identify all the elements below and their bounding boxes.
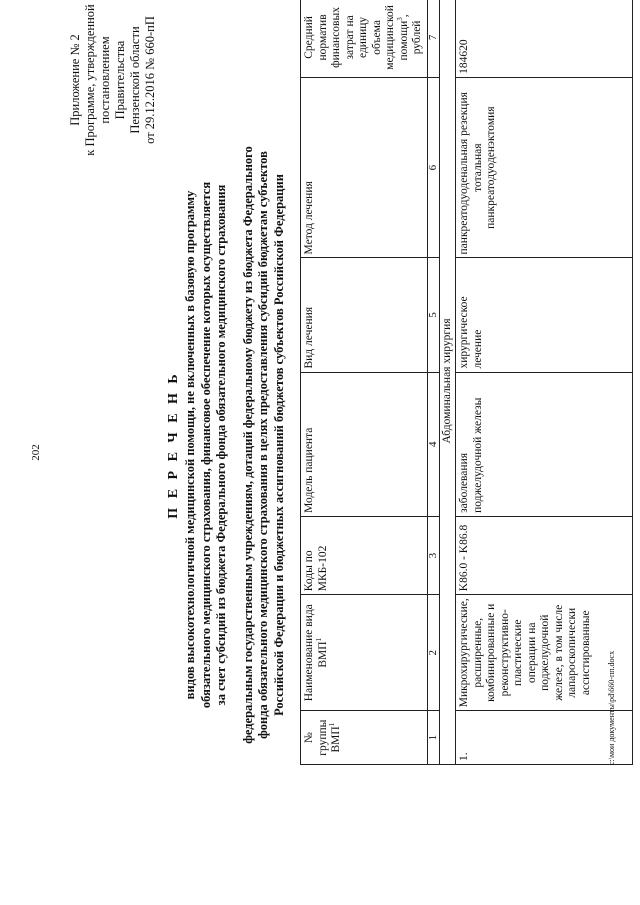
intro-line: видов высокотехнологичной медицинской помощи, не включенных в базовую программу — [183, 190, 197, 700]
column-number: 6 — [427, 77, 439, 258]
header-text: Наименование вида ВМП — [303, 604, 329, 702]
intro-line: федеральным государственным учреждениям, дотаций федеральному бюджету из бюджета Федерального — [240, 146, 255, 744]
intro-line: за счет субсидий из бюджета Федерального фонда обязательного медицинского страхования — [214, 184, 228, 706]
column-number: 4 — [427, 372, 439, 516]
intro-line: обязательного медицинского страхования, финансовое обеспечение которых осуществляется — [198, 181, 213, 709]
column-number: 7 — [427, 0, 439, 77]
header-patient-model: Модель пациента — [301, 372, 428, 516]
header-avg-cost — [301, 0, 428, 77]
appendix-line: от 29.12.2016 № 660-пП — [143, 16, 157, 144]
column-number-row — [427, 0, 439, 765]
intro-line: фонда обязательного медицинского страхования в целях предоставления субсидий бюджетам субъектов — [256, 151, 270, 739]
header-text: Средний норматив финансовых затрат на единицу объема медицинской помощи — [303, 5, 410, 70]
table-row — [456, 0, 633, 765]
document-heading: П Е Р Е Ч Е Н Ь — [166, 371, 181, 519]
page-number: 202 — [30, 444, 42, 461]
cell-vmp-name: Микрохирургические, расширенные, комбинированные и реконструктивно-пластические операции на поджелудочной железе, в том числе лапароскопически ассистированные — [456, 595, 633, 711]
footnote-mark: 1 — [328, 722, 337, 727]
header-group-number — [301, 711, 428, 765]
title-block — [165, 95, 287, 795]
file-path-footer: c:\мои документы\pd\660-пп.docx — [607, 650, 616, 765]
intro-paragraph-2 — [241, 95, 288, 795]
appendix-line: к Программе, утвержденной — [83, 4, 97, 156]
column-number: 2 — [427, 595, 439, 711]
table-header-row — [301, 0, 428, 765]
column-number: 1 — [427, 711, 439, 765]
cell-treatment-type: хирургическое лечение — [456, 258, 633, 372]
footnote-mark: 3 — [395, 17, 404, 21]
footnote-mark: 1 — [314, 637, 323, 642]
header-text: № группы ВМП — [303, 719, 342, 756]
section-title: Абдоминальная хирургия — [439, 0, 456, 765]
appendix-line: постановлением Правительства — [98, 36, 127, 124]
header-treatment-type: Вид лечения — [301, 258, 428, 372]
column-number: 3 — [427, 516, 439, 594]
appendix-line: Пензенской области — [128, 26, 142, 134]
method-item: тотальная панкреатодуоденэктомия — [471, 106, 497, 229]
header-vmp-name — [301, 595, 428, 711]
vmp-table — [300, 0, 633, 765]
appendix-line: Приложение № 2 — [68, 34, 82, 126]
header-text: , рублей — [397, 14, 423, 55]
cell-group-number: 1. — [456, 711, 633, 765]
intro-paragraph — [183, 95, 230, 795]
cell-patient-model: заболевания поджелудочной железы — [456, 372, 633, 516]
method-item: панкреатодуоденальная резекция — [458, 92, 470, 255]
cell-icd-codes: K86.0 - K86.8 — [456, 516, 633, 594]
appendix-block — [68, 0, 158, 160]
column-number: 5 — [427, 258, 439, 372]
cell-avg-cost: 184620 — [456, 0, 633, 77]
intro-line: Российской Федерации и бюджетных ассигнований бюджетов субъектов Российской Федерации — [271, 174, 286, 716]
section-row — [439, 0, 456, 765]
header-treatment-method: Метод лечения — [301, 77, 428, 258]
header-icd-codes: Коды по МКБ-102 — [301, 516, 428, 594]
cell-treatment-method — [456, 77, 633, 258]
